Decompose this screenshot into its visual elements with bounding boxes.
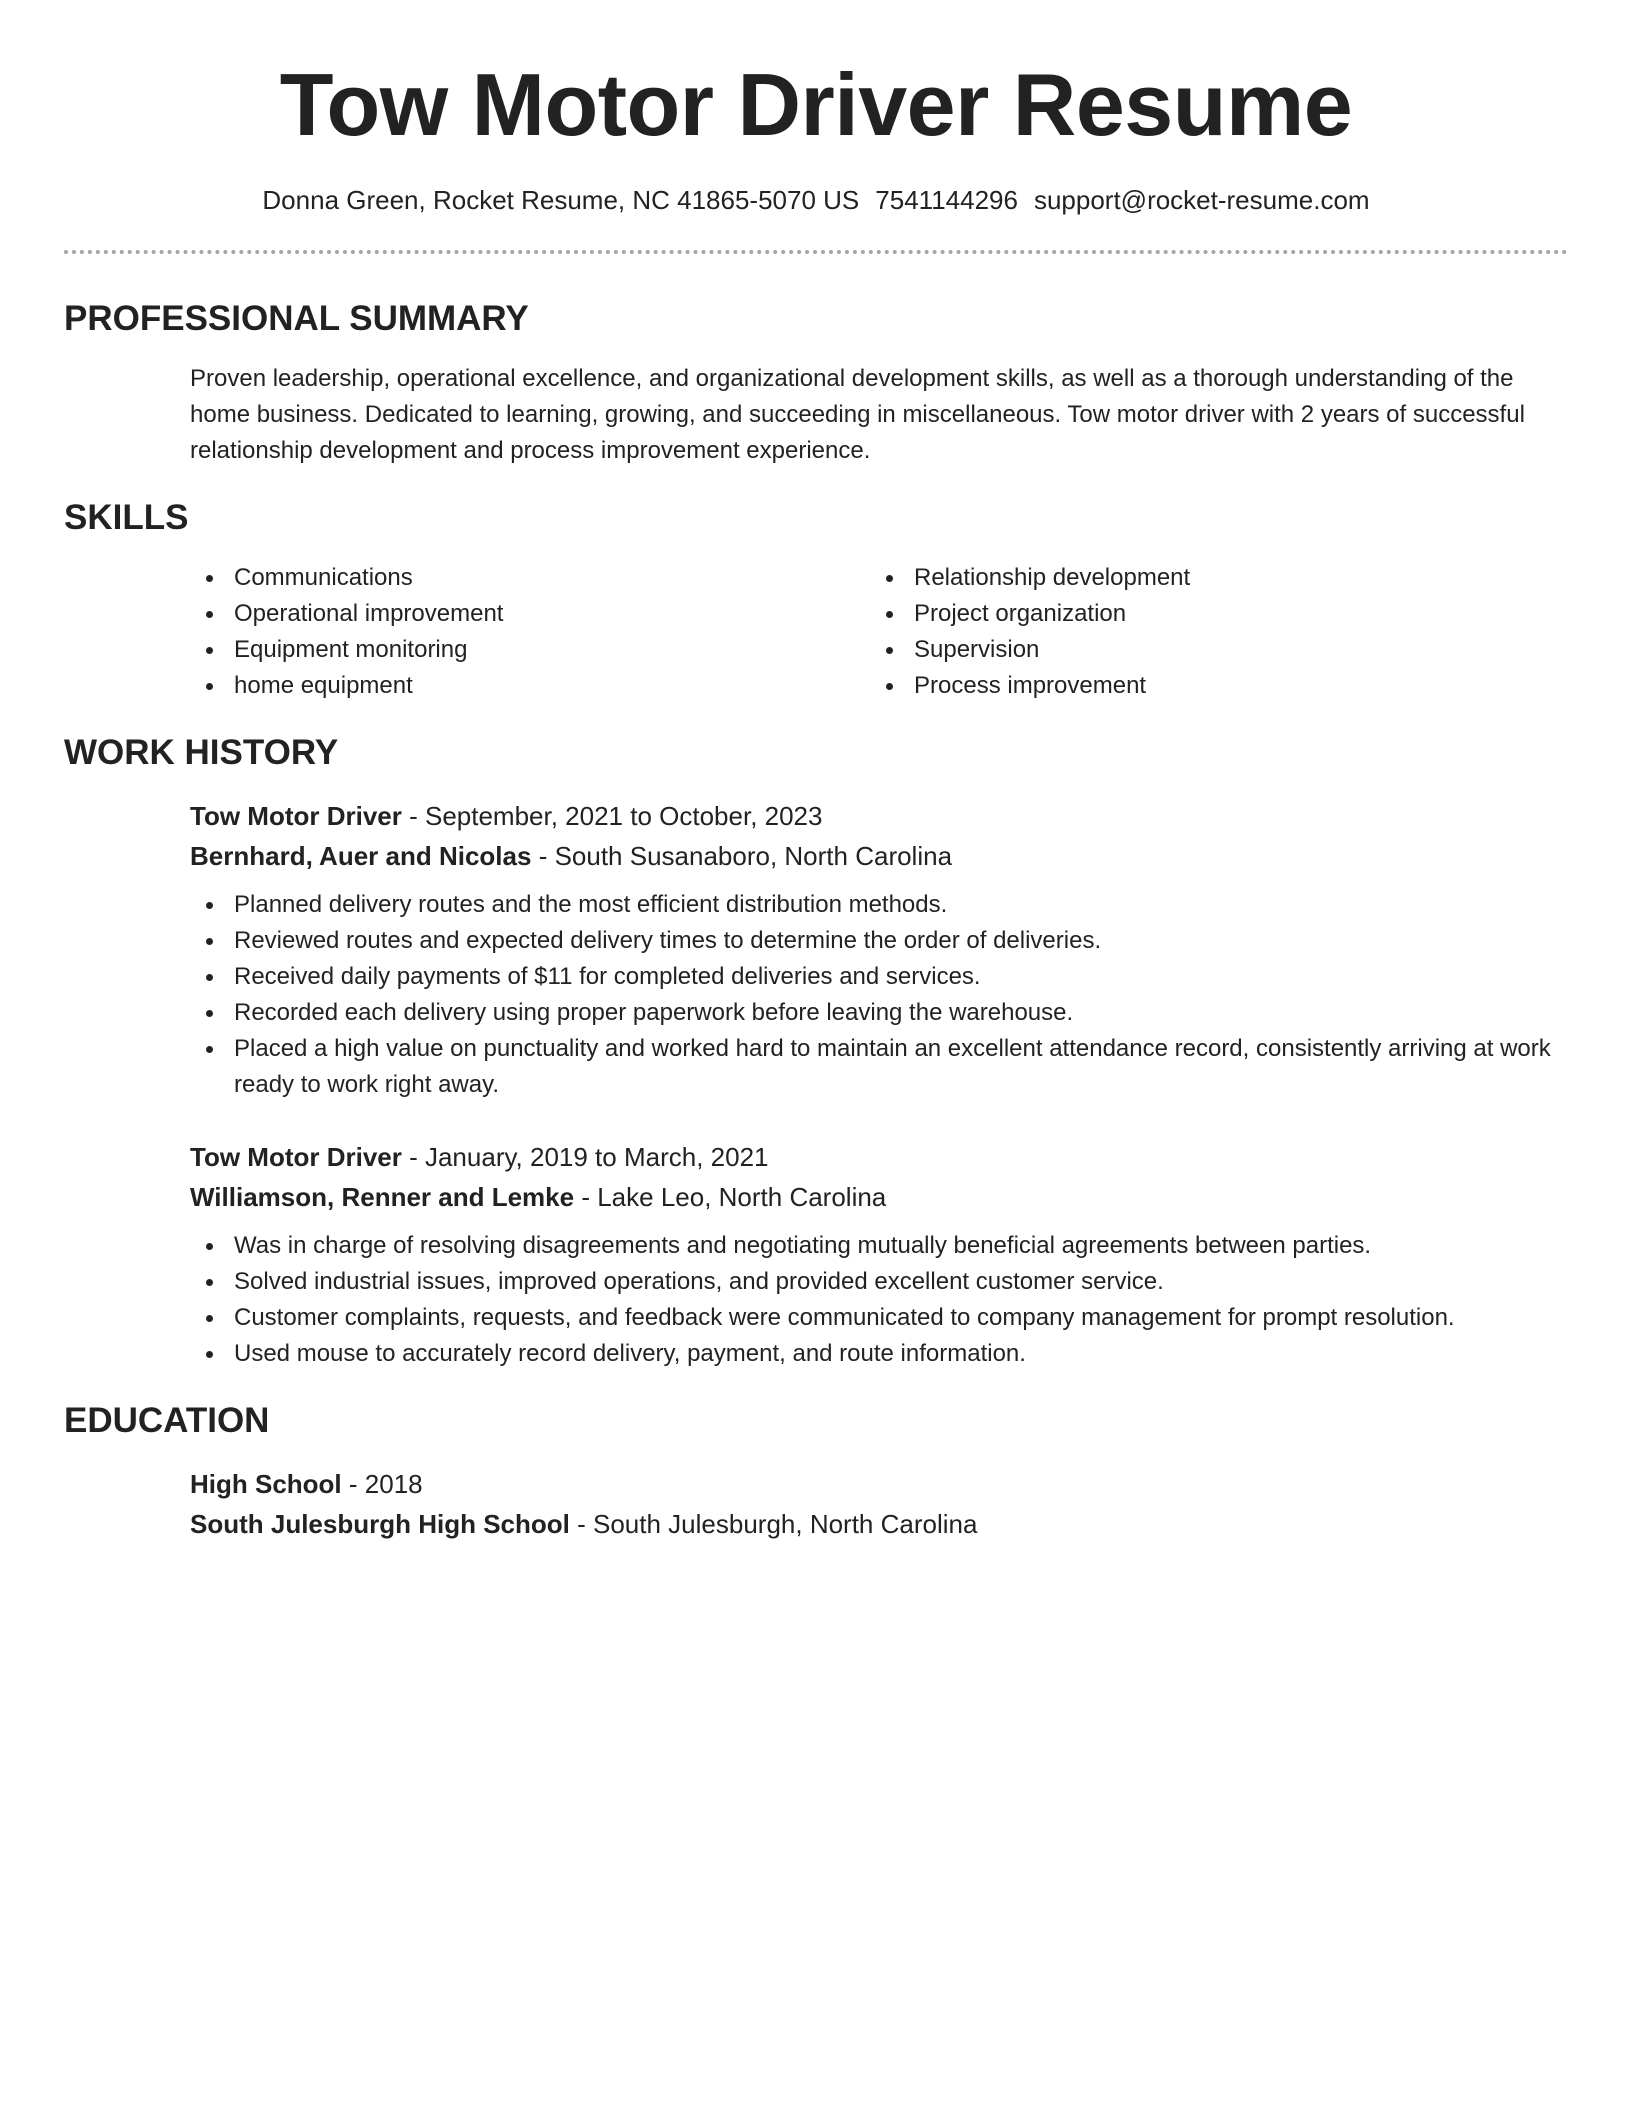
job-company-line: [190, 1177, 1568, 1217]
education-school-line: [190, 1504, 1568, 1544]
job-title-line: [190, 796, 1568, 836]
contact-phone: 7541144296: [875, 185, 1018, 215]
job-bullet: Placed a high value on punctuality and worked hard to maintain an excellent attendance record, consistently arriving at work ready to work right away.: [190, 1031, 1568, 1103]
skill-item: Communications: [190, 560, 870, 596]
job-title: Tow Motor Driver: [190, 1142, 402, 1172]
education-school: South Julesburgh High School: [190, 1509, 570, 1539]
header-divider: [64, 250, 1568, 254]
skill-item: Equipment monitoring: [190, 632, 870, 668]
contact-line: [64, 182, 1568, 218]
education-degree-line: [190, 1464, 1568, 1504]
section-heading-skills: SKILLS: [64, 498, 189, 537]
job-title-line: [190, 1137, 1568, 1177]
section-heading-summary: PROFESSIONAL SUMMARY: [64, 299, 529, 338]
job-bullet: Recorded each delivery using proper paperwork before leaving the warehouse.: [190, 995, 1568, 1031]
education-location: - South Julesburgh, North Carolina: [577, 1509, 978, 1539]
skill-item: Relationship development: [870, 560, 1550, 596]
education-degree: High School: [190, 1469, 342, 1499]
resume-title: Tow Motor Driver Resume: [279, 55, 1353, 154]
job-company-line: [190, 836, 1568, 876]
job-bullets: [190, 1228, 1568, 1372]
skill-item: home equipment: [190, 668, 870, 704]
job-bullet: Used mouse to accurately record delivery, payment, and route information.: [190, 1336, 1568, 1372]
job-bullet: Solved industrial issues, improved operations, and provided excellent customer service.: [190, 1264, 1568, 1300]
skill-item: Project organization: [870, 596, 1550, 632]
job-location: - Lake Leo, North Carolina: [581, 1182, 887, 1212]
summary-text: Proven leadership, operational excellence, and organizational development skills, as well as a thorough understanding of the home business. Dedicated to learning, growing, and succeeding in miscellaneous. Tow motor driver with 2 years of successful relationship development and process improvement experience.: [190, 365, 1525, 464]
skill-item: Operational improvement: [190, 596, 870, 632]
skills-section: [64, 496, 1568, 704]
section-heading-work: WORK HISTORY: [64, 733, 339, 772]
skill-item: Supervision: [870, 632, 1550, 668]
job-bullet: Customer complaints, requests, and feedback were communicated to company management for prompt resolution.: [190, 1300, 1568, 1336]
job-dates: - January, 2019 to March, 2021: [409, 1142, 769, 1172]
job-entry: [190, 796, 1568, 1103]
job-bullet: Reviewed routes and expected delivery times to determine the order of deliveries.: [190, 923, 1568, 959]
contact-address: Donna Green, Rocket Resume, NC 41865-5070 US: [262, 185, 860, 215]
job-company: Bernhard, Auer and Nicolas: [190, 841, 532, 871]
job-bullet: Was in charge of resolving disagreements and negotiating mutually beneficial agreements between parties.: [190, 1228, 1568, 1264]
education-entry: [190, 1464, 1568, 1544]
work-history-section: [64, 731, 1568, 1372]
professional-summary-section: [64, 297, 1568, 469]
education-section: [64, 1399, 1568, 1544]
job-location: - South Susanaboro, North Carolina: [538, 841, 953, 871]
skills-grid: [190, 560, 1568, 704]
contact-email: support@rocket-resume.com: [1033, 185, 1370, 215]
job-company: Williamson, Renner and Lemke: [190, 1182, 575, 1212]
job-bullet: Received daily payments of $11 for completed deliveries and services.: [190, 959, 1568, 995]
job-bullet: Planned delivery routes and the most efficient distribution methods.: [190, 887, 1568, 923]
skills-column-right: [870, 560, 1550, 704]
job-entry: [190, 1137, 1568, 1372]
job-bullets: [190, 887, 1568, 1103]
skills-column-left: [190, 560, 870, 704]
skill-item: Process improvement: [870, 668, 1550, 704]
education-year: - 2018: [348, 1469, 423, 1499]
job-title: Tow Motor Driver: [190, 801, 402, 831]
job-dates: - September, 2021 to October, 2023: [409, 801, 823, 831]
section-heading-education: EDUCATION: [64, 1401, 270, 1440]
